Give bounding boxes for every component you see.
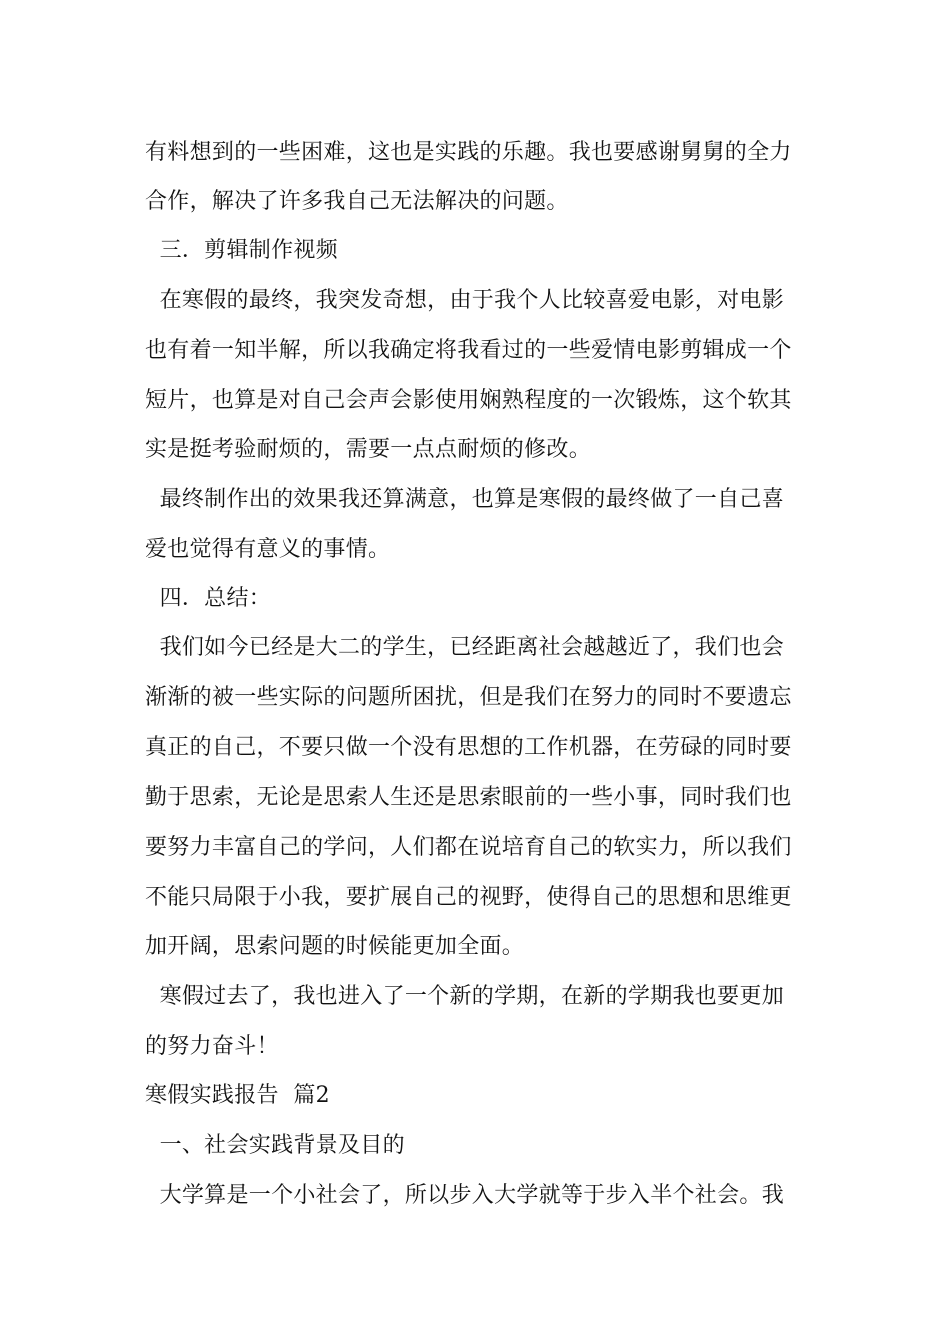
text-line: 寒假过去了，我也进入了一个新的学期，在新的学期我也要更加 — [145, 984, 784, 1009]
text-line: 加开阔，思索问题的时候能更加全面。 — [145, 934, 525, 959]
report-title: 寒假实践报告 篇2 — [145, 1083, 330, 1108]
text-line: 渐渐的被一些实际的问题所困扰，但是我们在努力的同时不要遗忘 — [145, 685, 792, 710]
text-line: 要努力丰富自己的学问，人们都在说培育自己的软实力，所以我们 — [145, 835, 792, 860]
text-line: 在寒假的最终，我突发奇想，由于我个人比较喜爱电影，对电影 — [145, 288, 784, 313]
text-line: 真正的自己，不要只做一个没有思想的工作机器，在劳碌的同时要 — [145, 735, 792, 760]
text-line: 勤于思索，无论是思索人生还是思索眼前的一些小事，同时我们也 — [145, 785, 792, 810]
text-line: 实是挺考验耐烦的，需要一点点耐烦的修改。 — [145, 437, 592, 462]
section-heading: 一、社会实践背景及目的 — [145, 1133, 405, 1158]
text-line: 有料想到的一些困难，这也是实践的乐趣。我也要感谢舅舅的全力 — [145, 140, 792, 165]
text-line: 合作，解决了许多我自己无法解决的问题。 — [145, 189, 569, 214]
text-line: 短片，也算是对自己会声会影使用娴熟程度的一次锻炼，这个软其 — [145, 388, 792, 413]
text-line: 大学算是一个小社会了，所以步入大学就等于步入半个社会。我 — [145, 1183, 784, 1208]
text-line: 不能只局限于小我，要扩展自己的视野，使得自己的思想和思维更 — [145, 885, 792, 910]
text-line: 的努力奋斗！ — [145, 1034, 279, 1059]
text-line: 我们如今已经是大二的学生，已经距离社会越越近了，我们也会 — [145, 635, 784, 660]
text-line: 也有着一知半解，所以我确定将我看过的一些爱情电影剪辑成一个 — [145, 338, 792, 363]
text-line: 最终制作出的效果我还算满意，也算是寒假的最终做了一自己喜 — [145, 487, 784, 512]
section-heading: 四．总结： — [145, 586, 272, 611]
section-heading: 三．剪辑制作视频 — [145, 238, 338, 263]
text-line: 爱也觉得有意义的事情。 — [145, 537, 391, 562]
